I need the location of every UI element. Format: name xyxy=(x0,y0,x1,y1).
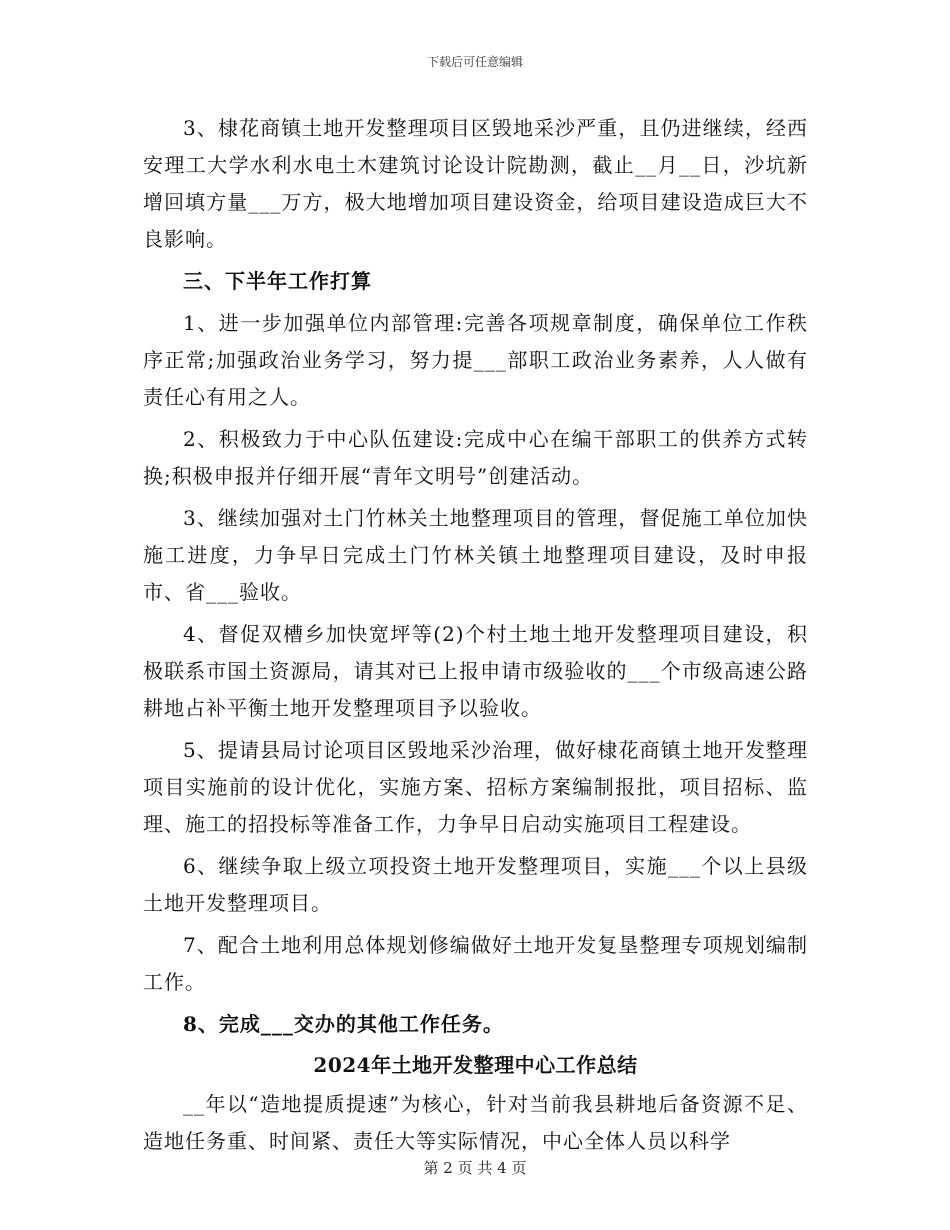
plan-item-4: 4、督促双槽乡加快宽坪等(2)个村土地土地开发整理项目建设，积极联系市国土资源局，请其对已上报申请市级验收的___个市级高速公路耕地占补平衡土地开发整理项目予以验收。 xyxy=(143,622,808,720)
plan-item-5: 5、提请县局讨论项目区毁地采沙治理，做好棣花商镇土地开发整理项目实施前的设计优化，实施方案、招标方案编制报批，项目招标、监理、施工的招投标等准备工作，力争早日启动实施项目工程建设。 xyxy=(143,738,808,836)
page-number: 第 2 页 共 4 页 xyxy=(423,1159,527,1177)
section-heading-second-half-plan: 三、下半年工作打算 xyxy=(183,269,372,293)
plan-item-2: 2、积极致力于中心队伍建设:完成中心在编干部职工的供养方式转换;积极申报并仔细开展“青年文明号”创建活动。 xyxy=(143,427,808,488)
plan-item-1: 1、进一步加强单位内部管理:完善各项规章制度，确保单位工作秩序正常;加强政治业务学习，努力提___部职工政治业务素养，人人做有责任心有用之人。 xyxy=(143,311,808,409)
plan-item-8: 8、完成___交办的其他工作任务。 xyxy=(183,1012,504,1036)
plan-item-6: 6、继续争取上级立项投资土地开发整理项目，实施___个以上县级土地开发整理项目。 xyxy=(143,854,808,915)
document-body xyxy=(143,110,808,1160)
plan-item-3: 3、继续加强对土门竹林关土地整理项目的管理，督促施工单位加快施工进度，力争早日完成土门竹林关镇土地整理项目建设，及时申报市、省___验收。 xyxy=(143,506,808,604)
document-title: 2024年土地开发整理中心工作总结 xyxy=(313,1053,638,1077)
plan-item-7: 7、配合土地利用总体规划修编做好土地开发复垦整理专项规划编制工作。 xyxy=(143,933,808,994)
summary-intro-paragraph: __年以“造地提质提速”为核心，针对当前我县耕地后备资源不足、造地任务重、时间紧、责任大等实际情况，中心全体人员以科学 xyxy=(143,1092,808,1153)
paragraph-3-sand-mining: 3、棣花商镇土地开发整理项目区毁地采沙严重，且仍进继续，经西安理工大学水利水电土木建筑讨论设计院勘测，截止__月__日，沙坑新增回填方量___万方，极大地增加项目建设资金，给项目建设造成巨大不良影响。 xyxy=(143,116,808,251)
page-header-note: 下载后可任意编辑 xyxy=(426,55,523,69)
